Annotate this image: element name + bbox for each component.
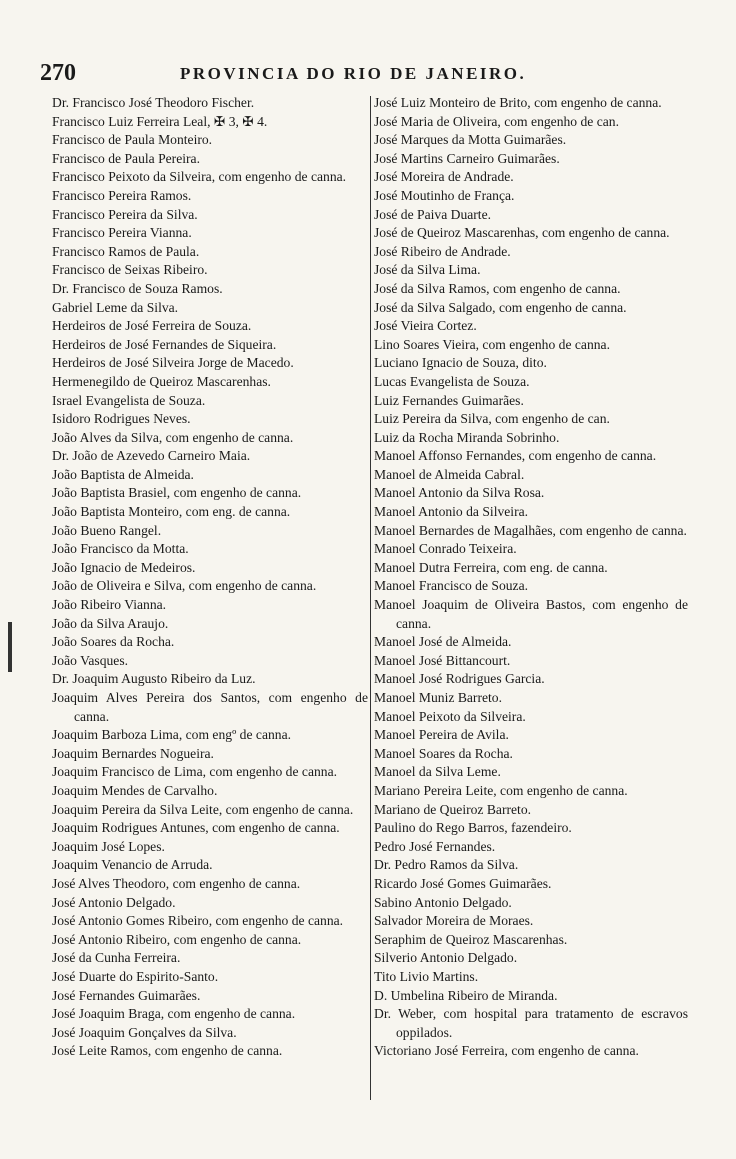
right-column [374,94,688,1061]
directory-entry: José Alves Theodoro, com engenho de canna. [52,875,301,891]
left-column [52,94,368,1061]
directory-entry: Isidoro Rodrigues Neves. [52,411,191,427]
directory-entry: João Soares da Rocha. [52,634,175,650]
directory-entry: Joaquim José Lopes. [52,838,165,854]
directory-entry: Manoel Pereira de Avila. [374,727,509,743]
directory-entry: Joaquim Bernardes Nogueira. [52,745,214,761]
directory-entry: José Moutinho de França. [374,187,515,203]
directory-entry: Lucas Evangelista de Souza. [374,373,530,389]
directory-entry: Hermenegildo de Queiroz Mascarenhas. [52,373,271,389]
directory-entry: Victoriano José Ferreira, com engenho de canna. [374,1043,639,1059]
directory-entry: Francisco de Paula Monteiro. [52,132,213,148]
directory-entry: Manoel José de Almeida. [374,634,512,650]
directory-entry: Francisco Pereira da Silva. [52,206,198,222]
directory-entry: João de Oliveira e Silva, com engenho de canna. [52,578,317,594]
directory-entry: José de Paiva Duarte. [374,206,492,222]
directory-entry: Joaquim Barboza Lima, com engº de canna. [52,727,291,743]
directory-entry: Dr. Joaquim Augusto Ribeiro da Luz. [52,671,256,687]
directory-entry: Manoel Affonso Fernandes, com engenho de canna. [374,448,657,464]
directory-entry: José Marques da Motta Guimarães. [374,132,567,148]
directory-entry: Israel Evangelista de Souza. [52,392,206,408]
directory-entry: Francisco de Paula Pereira. [52,150,200,166]
directory-entry: João Baptista de Almeida. [52,466,194,482]
directory-entry: Mariano de Queiroz Barreto. [374,801,532,817]
directory-entry: Manoel de Almeida Cabral. [374,466,525,482]
directory-entry: José da Silva Lima. [374,262,481,278]
directory-entry: Manoel Antonio da Silva Rosa. [374,485,545,501]
directory-entry: José Fernandes Guimarães. [52,987,201,1003]
directory-entry: Tito Livio Martins. [374,968,479,984]
directory-entry: João Baptista Monteiro, com eng. de canna. [52,504,291,520]
directory-entry: Manoel Joaquim de Oliveira Bastos, com engenho de canna. [374,597,688,631]
margin-mark [8,622,12,672]
directory-entry: Manoel Peixoto da Silveira. [374,708,526,724]
directory-entry: Francisco Ramos de Paula. [52,243,200,259]
directory-entry: João Ignacio de Medeiros. [52,559,196,575]
directory-entry: Manoel Antonio da Silveira. [374,504,529,520]
directory-entry: Herdeiros de José Silveira Jorge de Macedo. [52,355,294,371]
directory-entry: Luiz Fernandes Guimarães. [374,392,524,408]
page-number: 270 [40,60,76,86]
directory-entry: Francisco de Seixas Ribeiro. [52,262,208,278]
directory-entry: Joaquim Rodrigues Antunes, com engenho de canna. [52,820,340,836]
directory-entry: Manoel da Silva Leme. [374,764,501,780]
directory-entry: Manoel José Bittancourt. [374,652,511,668]
directory-entry: Manoel Bernardes de Magalhães, com engenho de canna. [374,522,687,538]
directory-entry: João Baptista Brasiel, com engenho de canna. [52,485,302,501]
directory-entry: Joaquim Mendes de Carvalho. [52,782,218,798]
directory-entry: João Vasques. [52,652,129,668]
directory-entry: José da Silva Ramos, com engenho de canna. [374,280,621,296]
page-title: PROVINCIA DO RIO DE JANEIRO. [180,64,527,83]
directory-entry: Francisco Pereira Vianna. [52,225,192,241]
directory-entry: José Ribeiro de Andrade. [374,243,511,259]
directory-entry: Herdeiros de José Fernandes de Siqueira. [52,336,277,352]
directory-entry: Paulino do Rego Barros, fazendeiro. [374,820,572,836]
directory-entry: Manoel José Rodrigues Garcia. [374,671,545,687]
directory-entry: José Antonio Delgado. [52,894,176,910]
directory-entry: José Duarte do Espirito-Santo. [52,968,219,984]
directory-entry: Joaquim Francisco de Lima, com engenho de canna. [52,764,337,780]
directory-entry: Manoel Conrado Teixeira. [374,541,517,557]
directory-entry: Francisco Pereira Ramos. [52,187,192,203]
directory-entry: João Bueno Rangel. [52,522,162,538]
directory-entry: João Ribeiro Vianna. [52,597,167,613]
directory-entry: Luiz Pereira da Silva, com engenho de can. [374,411,610,427]
directory-entry: Seraphim de Queiroz Mascarenhas. [374,931,568,947]
directory-entry: Luiz da Rocha Miranda Sobrinho. [374,429,560,445]
directory-entry: José da Silva Salgado, com engenho de canna. [374,299,627,315]
directory-entry: Dr. Pedro Ramos da Silva. [374,857,519,873]
directory-entry: José Vieira Cortez. [374,318,477,334]
directory-entry: D. Umbelina Ribeiro de Miranda. [374,987,558,1003]
directory-entry: João Alves da Silva, com engenho de canna. [52,429,294,445]
directory-entry: Manoel Muniz Barreto. [374,690,502,705]
directory-entry: José Joaquim Gonçalves da Silva. [52,1024,237,1040]
directory-entry: José Moreira de Andrade. [374,169,514,185]
directory-entry: Lino Soares Vieira, com engenho de canna. [374,336,610,352]
directory-entry: João Francisco da Motta. [52,541,189,557]
column-divider [370,96,371,1100]
directory-entry: Joaquim Venancio de Arruda. [52,857,213,873]
directory-entry: José Martins Carneiro Guimarães. [374,150,560,166]
directory-entry: Mariano Pereira Leite, com engenho de canna. [374,782,628,798]
directory-entry: José da Cunha Ferreira. [52,950,181,966]
directory-entry: Manoel Dutra Ferreira, com eng. de canna. [374,559,608,575]
directory-entry: Silverio Antonio Delgado. [374,950,518,966]
directory-entry: Dr. Francisco José Theodoro Fischer. [52,95,255,110]
directory-entry: Joaquim Pereira da Silva Leite, com engenho de canna. [52,801,354,817]
directory-entry: Joaquim Alves Pereira dos Santos, com engenho de canna. [52,690,368,724]
directory-entry: Herdeiros de José Ferreira de Souza. [52,318,252,334]
directory-entry: Francisco Peixoto da Silveira, com engenho de canna. [52,169,347,185]
directory-entry: Salvador Moreira de Moraes. [374,913,534,929]
directory-entry: Dr. Francisco de Souza Ramos. [52,280,223,296]
directory-entry: José Antonio Gomes Ribeiro, com engenho de canna. [52,913,344,929]
directory-entry: José de Queiroz Mascarenhas, com engenho de canna. [374,225,670,241]
directory-entry: José Joaquim Braga, com engenho de canna. [52,1006,296,1022]
directory-entry: Manoel Francisco de Souza. [374,578,529,594]
directory-entry: José Maria de Oliveira, com engenho de can. [374,113,619,129]
directory-entry: Manoel Soares da Rocha. [374,745,513,761]
directory-entry: Luciano Ignacio de Souza, dito. [374,355,547,371]
directory-entry: José Leite Ramos, com engenho de canna. [52,1043,283,1059]
directory-entry: João da Silva Araujo. [52,615,169,631]
directory-entry: Gabriel Leme da Silva. [52,299,179,315]
directory-entry: Dr. João de Azevedo Carneiro Maia. [52,448,251,464]
directory-entry: Dr. Weber, com hospital para tratamento de escravos oppilados. [374,1006,688,1040]
directory-entry: Francisco Luiz Ferreira Leal, ✠ 3, ✠ 4. [52,113,268,129]
directory-entry: José Luiz Monteiro de Brito, com engenho de canna. [374,95,662,110]
directory-entry: Sabino Antonio Delgado. [374,894,512,910]
directory-entry: Ricardo José Gomes Guimarães. [374,875,552,891]
directory-entry: José Antonio Ribeiro, com engenho de canna. [52,931,302,947]
page-header [40,60,688,94]
directory-entry: Pedro José Fernandes. [374,838,496,854]
